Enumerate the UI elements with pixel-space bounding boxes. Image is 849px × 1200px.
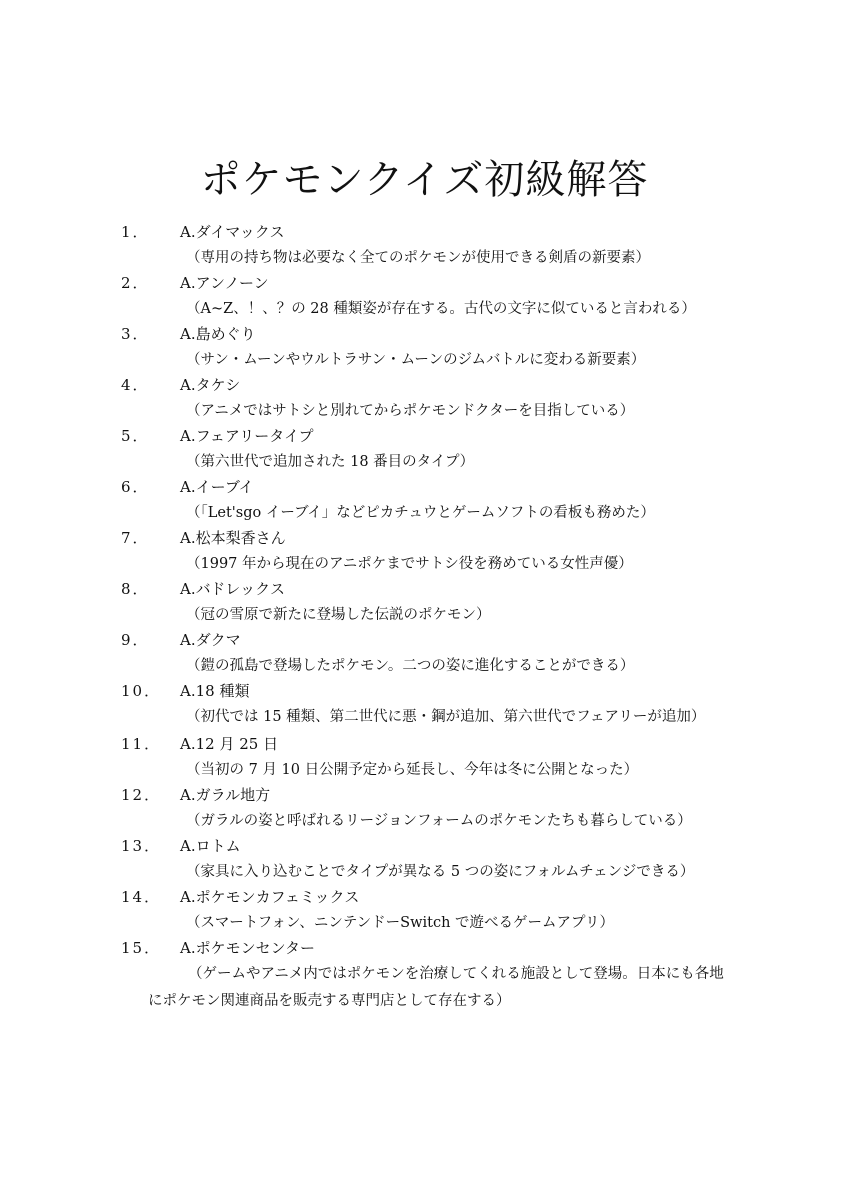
entry-number: 14．	[121, 888, 162, 906]
entry-explanation: （冠の雪原で新たに登場した伝説のポケモン）	[186, 607, 491, 623]
entry-explanation: （鎧の孤島で登場したポケモン。二つの姿に進化することができる）	[186, 658, 635, 674]
entry-explanation: （ゲームやアニメ内ではポケモンを治療してくれる施設として登場。日本にも各地にポケモン関連商品を販売する専門店として存在する）	[148, 966, 724, 1009]
entry-number: 15．	[121, 939, 162, 957]
entry-answer: A.イーブイ	[180, 478, 254, 496]
entry-answer: A.タケシ	[180, 376, 241, 394]
entry-number: 11．	[121, 735, 162, 753]
page-title: ポケモンクイズ初級解答	[200, 157, 649, 203]
entry-answer: A.バドレックス	[180, 580, 286, 598]
entry-explanation: （1997 年から現在のアニポケまでサトシ役を務めている女性声優）	[186, 556, 633, 572]
entry-explanation: （初代では 15 種類、第二世代に悪・鋼が追加、第六世代でフェアリーが追加）	[186, 709, 706, 725]
entry-explanation: （当初の 7 月 10 日公開予定から延長し、今年は冬に公開となった）	[186, 762, 639, 778]
entry-answer: A.12 月 25 日	[180, 735, 279, 753]
entry-number: 9．	[121, 631, 150, 649]
entry-number: 1．	[121, 223, 150, 241]
entry-number: 2．	[121, 274, 150, 292]
entry-answer: A.ガラル地方	[180, 786, 271, 804]
entry-answer: A.フェアリータイプ	[180, 427, 314, 445]
entry-number: 3．	[121, 325, 150, 343]
entry-explanation: （アニメではサトシと別れてからポケモンドクターを目指している）	[186, 403, 635, 419]
entry-number: 4．	[121, 376, 150, 394]
entry-explanation: （専用の持ち物は必要なく全てのポケモンが使用できる剣盾の新要素）	[186, 250, 650, 266]
entry-answer: A.ダクマ	[180, 631, 241, 649]
entry-explanation: （A~Z、！、？の 28 種類姿が存在する。古代の文字に似ていると言われる）	[186, 301, 696, 317]
entry-number: 6．	[121, 478, 150, 496]
entry-answer: A.ダイマックス	[180, 223, 285, 241]
entry-answer: A.松本梨香さん	[180, 529, 286, 547]
entry-number: 12．	[121, 786, 162, 804]
entry-explanation: （ガラルの姿と呼ばれるリージョンフォームのポケモンたちも暮らしている）	[186, 813, 692, 829]
entry-explanation: （「Let'sgo イーブイ」などピカチュウとゲームソフトの看板も務めた）	[186, 505, 655, 521]
entry-answer: A.島めぐり	[180, 325, 256, 343]
entry-answer: A.ポケモンセンター	[180, 939, 316, 957]
entry-number: 13．	[121, 837, 162, 855]
entry-answer: A.アンノーン	[180, 274, 269, 292]
entry-answer: A.18 種類	[180, 682, 250, 700]
entry-number: 7．	[121, 529, 150, 547]
entry-explanation: （家具に入り込むことでタイプが異なる 5 つの姿にフォルムチェンジできる）	[186, 864, 695, 880]
entry-explanation: （第六世代で追加された 18 番目のタイプ）	[186, 454, 475, 470]
entry-number: 5．	[121, 427, 150, 445]
entry-explanation: （スマートフォン、ニンテンドーSwitch で遊べるゲームアプリ）	[186, 915, 614, 931]
entry-number: 8．	[121, 580, 150, 598]
entry-answer: A.ロトム	[180, 837, 241, 855]
entry-explanation: （サン・ムーンやウルトラサン・ムーンのジムバトルに変わる新要素）	[186, 352, 646, 368]
entry-answer: A.ポケモンカフェミックス	[180, 888, 360, 906]
entry-number: 10．	[121, 682, 162, 700]
